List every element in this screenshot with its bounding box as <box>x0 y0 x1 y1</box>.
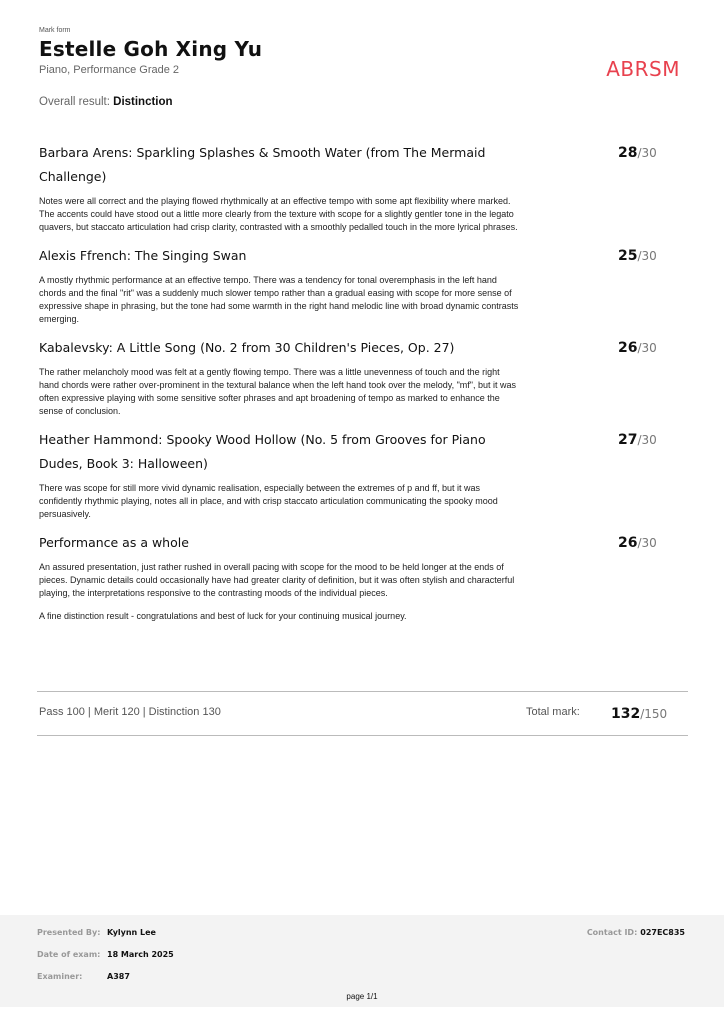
presented-by-value: Kylynn Lee <box>107 928 156 937</box>
examiner-comment: A mostly rhythmic performance at an effective tempo. There was a tendency for tonal overemphasis in the left hand chords and the final "rit" was a suddenly much slower tempo rather than a gradual easing with scope for more sense of expressive shape in phrasing, but the tone had some warmth in the right hand melodic line with broad dynamic contrasts emerging. <box>39 275 519 324</box>
overall-result-value: Distinction <box>113 96 173 108</box>
examiner-comment: The rather melancholy mood was felt at a gently flowing tempo. There was a little unevenness of touch and the right hand chords were rather over-prominent in the textural balance when the left hand took over the melody, "mf", but it was often expressive playing with some sensitive softer phrases and apt broadening of tempo as marked to enhance the sense of conclusion. <box>39 367 516 416</box>
abrsm-logo: ABRSM <box>606 57 680 81</box>
score-value: 27 <box>618 432 638 448</box>
grade-thresholds: Pass 100 | Merit 120 | Distinction 130 <box>39 706 221 718</box>
exam-subject: Piano, Performance Grade 2 <box>39 64 180 76</box>
doc-type-label: Mark form <box>39 27 71 34</box>
exam-date-row <box>37 950 174 959</box>
page-number: page 1/1 <box>346 992 378 1001</box>
presented-by-row <box>37 928 156 937</box>
piece-title: Performance as a whole <box>39 535 189 550</box>
overall-result <box>39 96 173 108</box>
score-value: 26 <box>618 340 638 356</box>
contact-id-label: Contact ID: <box>586 928 638 937</box>
score-max: /30 <box>637 249 657 263</box>
section-piece-3 <box>39 336 685 418</box>
section-piece-2 <box>39 244 685 326</box>
piece-score <box>618 340 657 356</box>
examiner-row <box>37 972 130 981</box>
candidate-name: Estelle Goh Xing Yu <box>39 37 263 61</box>
score-max: /30 <box>637 433 657 447</box>
score-max: /30 <box>637 146 657 160</box>
overall-result-label: Overall result: <box>39 96 110 108</box>
examiner-value: A387 <box>107 972 130 981</box>
examiner-label: Examiner: <box>37 972 83 981</box>
examiner-comment: Notes were all correct and the playing flowed rhythmically at an effective tempo with some apt flexibility where marked. The accents could have stood out a little more clearly from the texture with scope for a slightly gentler tone in the legato quavers, but staccato articulation had crisp clarity, contrasted with a smoothly pedalled touch in the more lyrical phrases. <box>39 196 518 232</box>
examiner-comment: There was scope for still more vivid dynamic realisation, especially between the extremes of p and ff, but it was confidently rhythmic playing, notes all in place, and with crisp staccato articulation communicating the spooky mood persuasively. <box>39 483 498 519</box>
section-piece-1 <box>39 141 685 234</box>
presented-by-label: Presented By: <box>37 928 101 937</box>
piece-title: Kabalevsky: A Little Song (No. 2 from 30 Children's Pieces, Op. 27) <box>39 340 455 355</box>
closing-remark: A fine distinction result - congratulations and best of luck for your continuing musical journey. <box>39 611 407 621</box>
totals-bar <box>37 691 688 736</box>
total-mark <box>611 706 667 722</box>
score-max: /30 <box>637 341 657 355</box>
exam-date-value: 18 March 2025 <box>107 950 174 959</box>
exam-date-label: Date of exam: <box>37 950 101 959</box>
piece-title: Barbara Arens: Sparkling Splashes & Smooth Water (from The Mermaid Challenge) <box>39 145 486 184</box>
contact-id <box>587 928 685 937</box>
section-piece-4 <box>39 428 685 521</box>
contact-id-value: 027EC835 <box>640 928 685 937</box>
piece-title: Alexis Ffrench: The Singing Swan <box>39 248 247 263</box>
total-mark-label: Total mark: <box>526 706 580 718</box>
total-score-value: 132 <box>611 706 641 722</box>
examiner-comment: An assured presentation, just rather rushed in overall pacing with scope for the mood to be held longer at the ends of pieces. Dynamic details could occasionally have had greater clarity of definition, but it was often stylish and characterful playing, the interpretations responsive to the contrasting moods of the individual pieces. <box>39 562 515 598</box>
piece-title: Heather Hammond: Spooky Wood Hollow (No. 5 from Grooves for Piano Dudes, Book 3: Halloween) <box>39 432 486 471</box>
section-performance-whole <box>39 531 685 600</box>
score-value: 25 <box>618 248 638 264</box>
score-value: 26 <box>618 535 638 551</box>
piece-score <box>618 432 657 448</box>
piece-score <box>618 248 657 264</box>
piece-score <box>618 535 657 551</box>
piece-score <box>618 145 657 161</box>
header <box>39 27 685 81</box>
score-value: 28 <box>618 145 638 161</box>
total-score-max: /150 <box>640 707 668 721</box>
score-max: /30 <box>637 536 657 550</box>
assessment-sections <box>39 141 685 623</box>
